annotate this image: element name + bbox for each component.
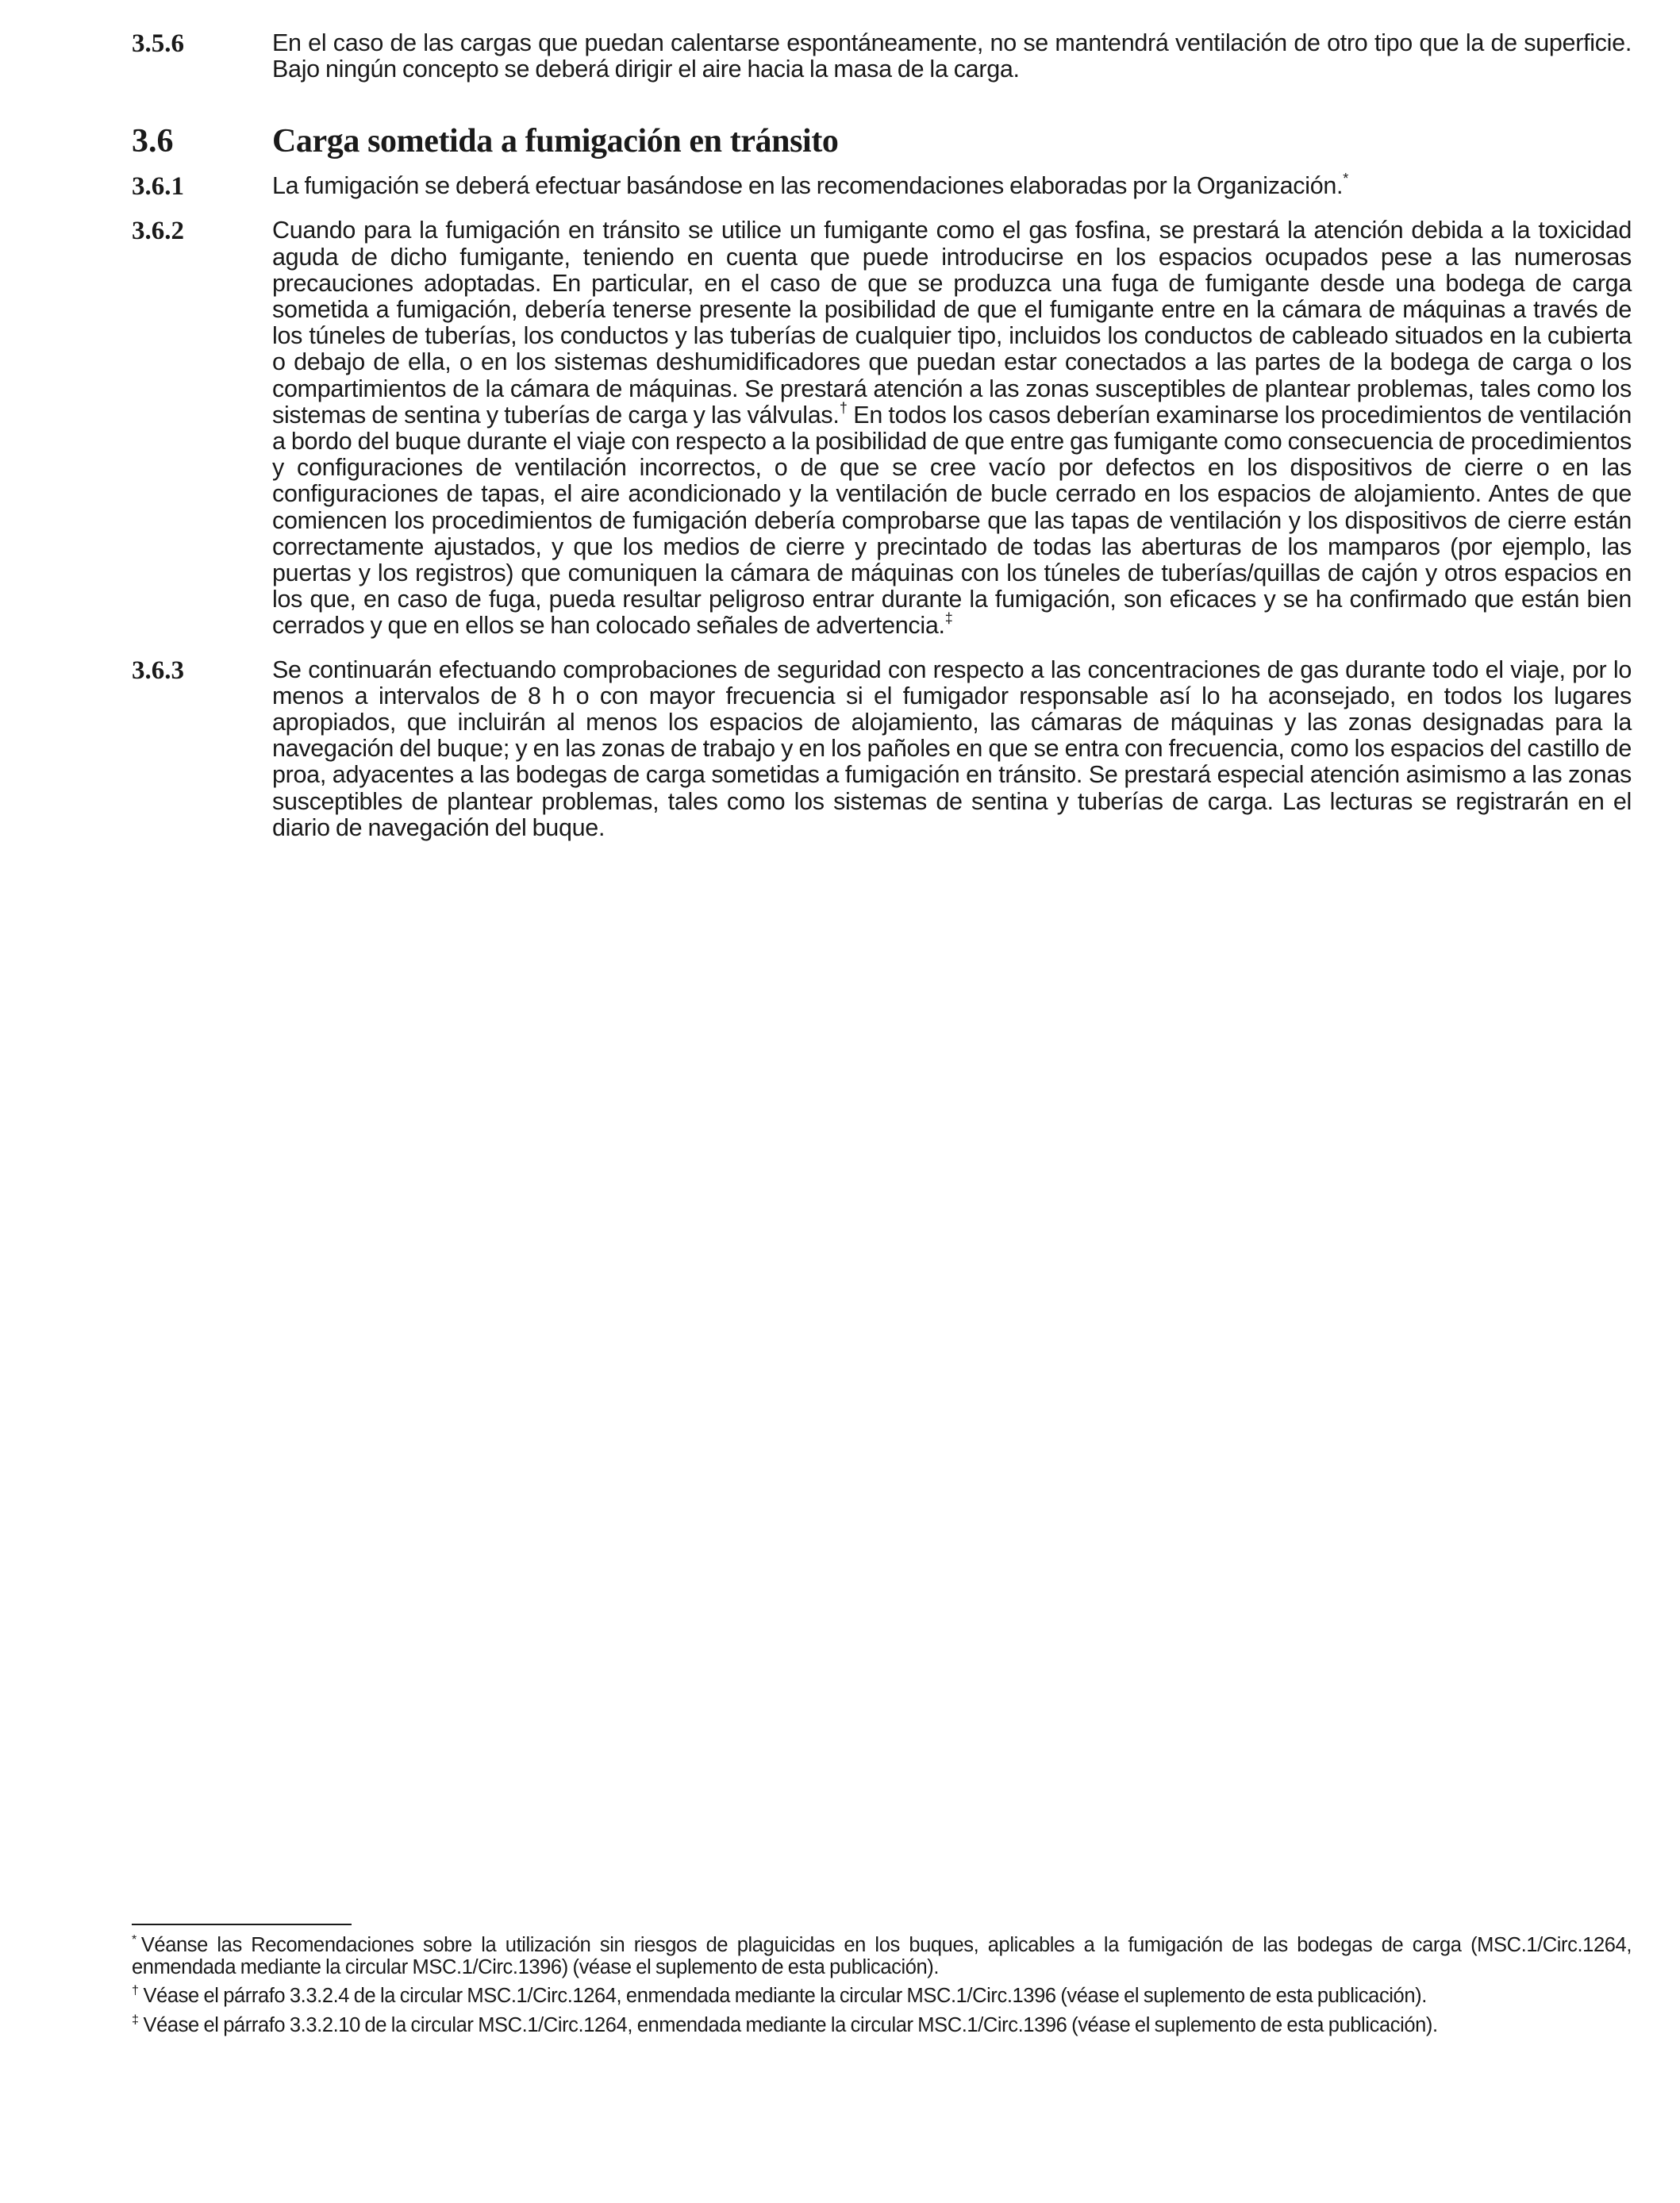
footnote-asterisk — [132, 1935, 1632, 1978]
footnote-text: Véase el párrafo 3.3.2.10 de la circular MSC.1/Circ.1264, enmendada mediante la circular MSC.1/Circ.1396 (véase el suplemento de esta publicación). — [143, 2013, 1438, 2036]
paragraph-3-6-1 — [132, 173, 1632, 200]
spacer — [132, 200, 1632, 217]
paragraph-number: 3.6.3 — [132, 656, 184, 685]
footnote-mark: * — [132, 1933, 136, 1947]
paragraph-number: 3.6.1 — [132, 172, 184, 202]
paragraph-text-content: La fumigación se deberá efectuar basándose en las recomendaciones elaboradas por la Organización. — [272, 172, 1344, 200]
footnote-text: Véase el párrafo 3.3.2.4 de la circular MSC.1/Circ.1264, enmendada mediante la circular MSC.1/Circ.1396 (véase el suplemento de esta publicación). — [143, 1985, 1427, 2007]
footnote-dagger — [132, 1986, 1632, 2008]
paragraph-text — [272, 173, 1632, 199]
footnote-separator-rule — [132, 1924, 352, 1925]
section-title: Carga sometida a fumigación en tránsito — [272, 123, 839, 160]
footnotes-section — [132, 1924, 1632, 2043]
paragraph-3-6-3 — [132, 657, 1632, 841]
paragraph-number: 3.6.2 — [132, 217, 184, 246]
footnote-reference-asterisk[interactable]: * — [1343, 171, 1348, 187]
document-body — [132, 30, 1632, 841]
spacer — [132, 640, 1632, 657]
paragraph-text — [272, 217, 1632, 639]
paragraph-text-part-a: Cuando para la fumigación en tránsito se utilice un fumigante como el gas fosfina, se prestará la atención debida a la toxicidad aguda de dicho fumigante, teniendo en cuenta que puede introducirse en los espacios ocupados pese a las numerosas precauciones adoptadas. En particular, en el caso de que se produzca una fuga de fumigante desde una bodega de carga sometida a fumigación, debería tenerse presente la posibilidad de que el fumigante entre en la cámara de máquinas a través de los túneles de tuberías, los conductos y las tuberías de cualquier tipo, incluidos los conductos de cableado situados en la cubierta o debajo de ella, o en los sistemas deshumidificadores que puedan estar conectados a las partes de la bodega de carga o los compartimientos de la cámara de máquinas. Se prestará atención a las zonas susceptibles de plantear problemas, tales como los sistemas de sentina y tuberías de carga y las válvulas. — [272, 217, 1632, 429]
footnote-mark: ‡ — [132, 2013, 139, 2027]
footnote-reference-dagger[interactable]: † — [839, 399, 848, 416]
paragraph-text-part-b: En todos los casos deberían examinarse los procedimientos de ventilación a bordo del buque durante el viaje con respecto a la posibilidad de que entre gas fumigante como consecuencia de procedimientos y configuraciones de ventilación incorrectos, o de que se cree vacío por defectos en los dispositivos de cierre o en las configuraciones de tapas, el aire acondicionado y la ventilación de bucle cerrado en los espacios de alojamiento. Antes de que comiencen los procedimientos de fumigación debería comprobarse que las tapas de ventilación y los dispositivos de cierre están correctamente ajustados, y que los medios de cierre y precintado de todas las aberturas de los mamparos (por ejemplo, las puertas y los registros) que comuniquen la cámara de máquinas con los túneles de tuberías/quillas de cajón y otros espacios en los que, en caso de fuga, pueda resultar peligroso entrar durante la fumigación, son eficaces y se ha confirmado que están bien cerrados y que en ellos se han colocado señales de advertencia. — [272, 401, 1632, 640]
footnote-mark: † — [132, 1984, 139, 1997]
paragraph-3-5-6 — [132, 30, 1632, 83]
section-heading-3-6 — [132, 122, 1632, 160]
paragraph-text: Se continuarán efectuando comprobaciones de seguridad con respecto a las concentraciones de gas durante todo el viaje, por lo menos a intervalos de 8 h o con mayor frecuencia si el fumigador responsable así lo ha aconsejado, en todos los lugares apropiados, que incluirán al menos los espacios de alojamiento, las cámaras de máquinas y las zonas designadas para la navegación del buque; y en las zonas de trabajo y en los pañoles en que se entra con frecuencia, como los espacios del castillo de proa, adyacentes a las bodegas de carga sometidas a fumigación en tránsito. Se prestará especial atención asimismo a las zonas susceptibles de plantear problemas, tales como los sistemas de sentina y tuberías de carga. Las lecturas se registrarán en el diario de navegación del buque. — [272, 656, 1632, 841]
footnote-text: Véanse las Recomendaciones sobre la utilización sin riesgos de plaguicidas en los buques, aplicables a la fumigación de las bodegas de carga (MSC.1/Circ.1264, enmendada mediante la circular MSC.1/Circ.1396) (véase el suplemento de esta publicación). — [132, 1934, 1632, 1978]
footnote-reference-double-dagger[interactable]: ‡ — [944, 610, 953, 627]
footnote-double-dagger — [132, 2015, 1632, 2037]
paragraph-text: En el caso de las cargas que puedan calentarse espontáneamente, no se mantendrá ventilación de otro tipo que la de superficie. Bajo ningún concepto se deberá dirigir el aire hacia la masa de la carga. — [272, 29, 1632, 83]
section-number: 3.6 — [132, 123, 174, 160]
paragraph-3-6-2 — [132, 217, 1632, 639]
paragraph-number: 3.5.6 — [132, 29, 184, 58]
